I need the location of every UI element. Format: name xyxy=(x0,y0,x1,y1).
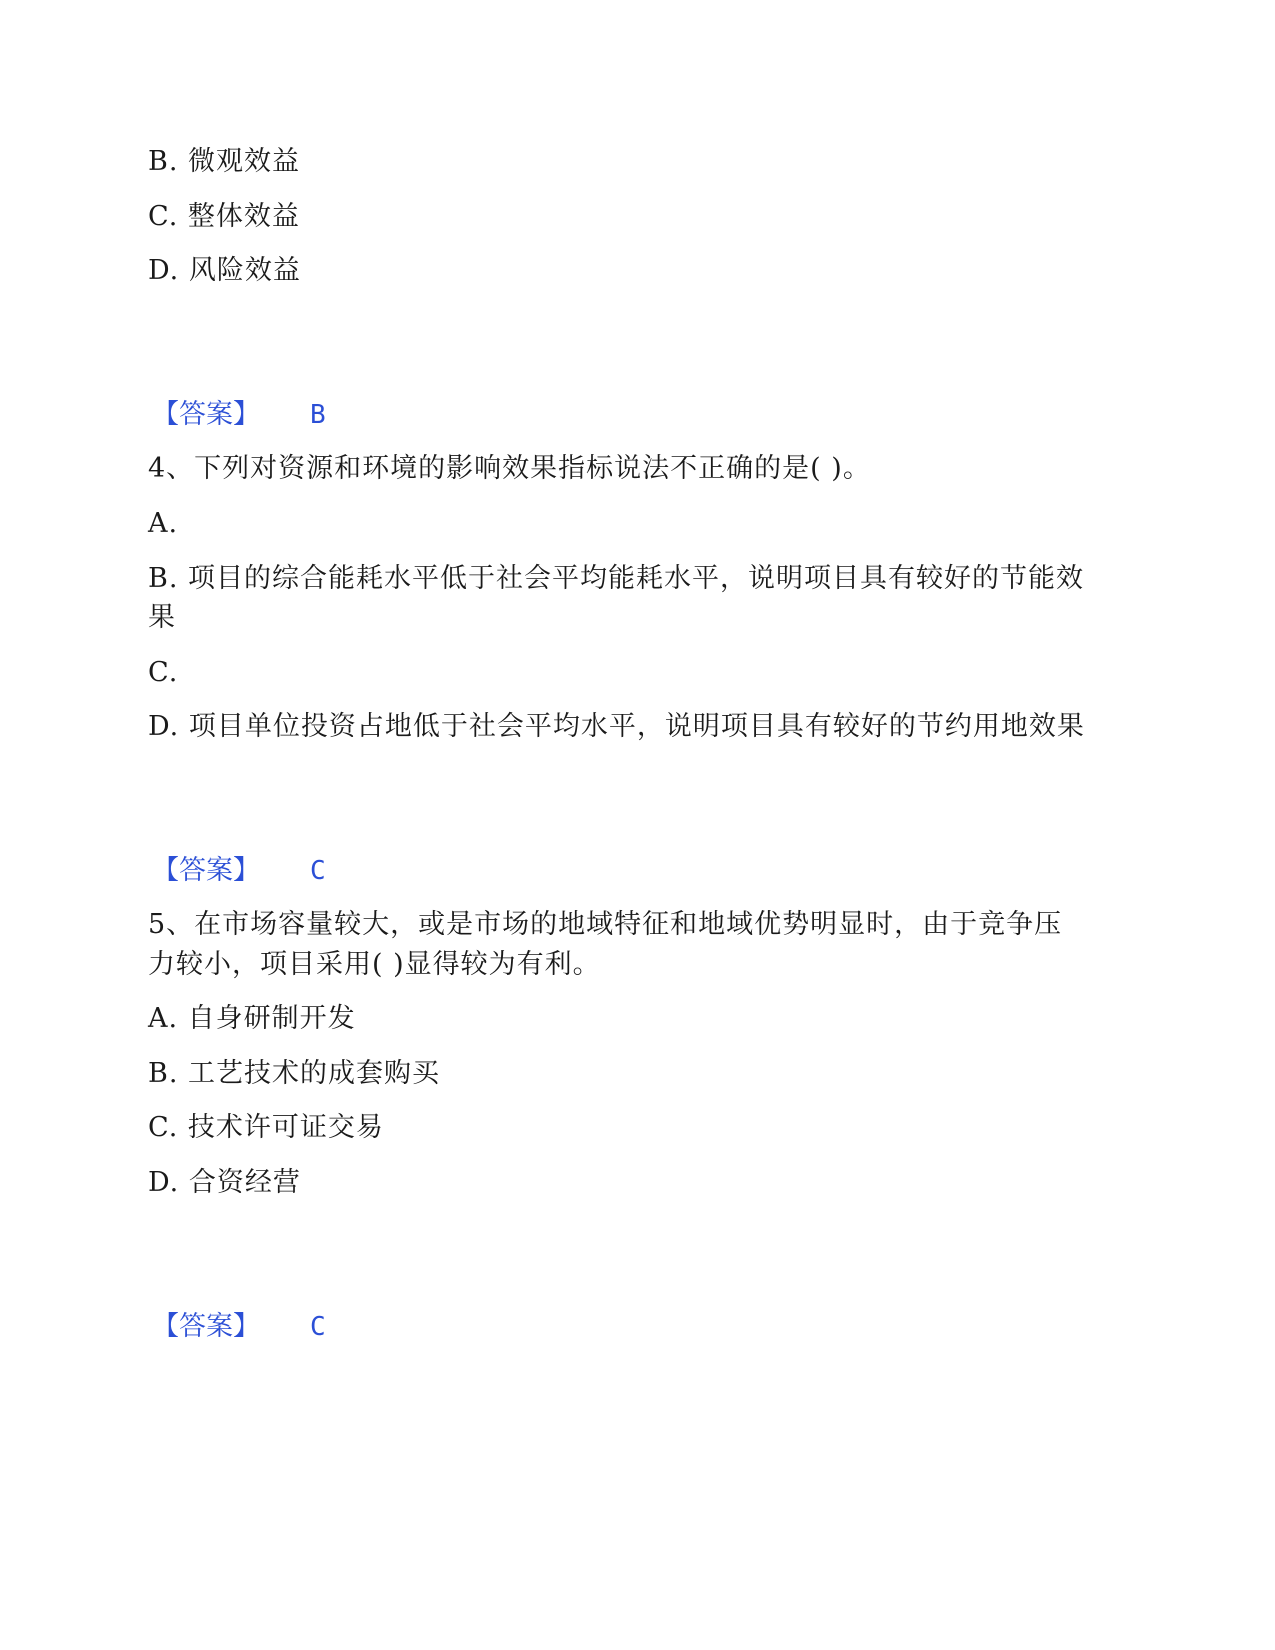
q4-answer-tag: 【答案】 xyxy=(152,855,260,886)
q5-stem-line2: 力较小，项目采用( )显得较为有利。 xyxy=(148,949,601,980)
q4-option-b-line1: B. 项目的综合能耗水平低于社会平均能耗水平，说明项目具有较好的节能效 xyxy=(148,563,1085,594)
q3-option-c: C. 整体效益 xyxy=(148,201,300,232)
q5-answer-value: C xyxy=(310,1312,326,1342)
q5-option-c: C. 技术许可证交易 xyxy=(148,1112,384,1143)
q5-answer-tag: 【答案】 xyxy=(152,1311,260,1342)
q4-option-b-line2: 果 xyxy=(148,602,176,633)
q3-answer-tag: 【答案】 xyxy=(152,399,260,430)
q3-option-b: B. 微观效益 xyxy=(148,146,301,177)
q4-option-c: C. xyxy=(148,657,179,688)
q4-answer xyxy=(152,851,326,891)
q4-stem: 4、下列对资源和环境的影响效果指标说法不正确的是( )。 xyxy=(148,453,871,484)
q5-answer xyxy=(152,1307,326,1347)
q5-option-d: D. 合资经营 xyxy=(148,1167,301,1198)
q4-option-a: A. xyxy=(148,508,179,539)
q3-answer xyxy=(152,395,326,435)
q5-stem-line1: 5、在市场容量较大，或是市场的地域特征和地域优势明显时，由于竞争压 xyxy=(148,909,1063,940)
q3-option-d: D. 风险效益 xyxy=(148,255,301,286)
q5-option-b: B. 工艺技术的成套购买 xyxy=(148,1058,441,1089)
q5-option-a: A. 自身研制开发 xyxy=(148,1003,356,1034)
q3-answer-value: B xyxy=(310,400,326,430)
q4-option-d: D. 项目单位投资占地低于社会平均水平，说明项目具有较好的节约用地效果 xyxy=(148,711,1085,742)
q4-answer-value: C xyxy=(310,856,326,886)
